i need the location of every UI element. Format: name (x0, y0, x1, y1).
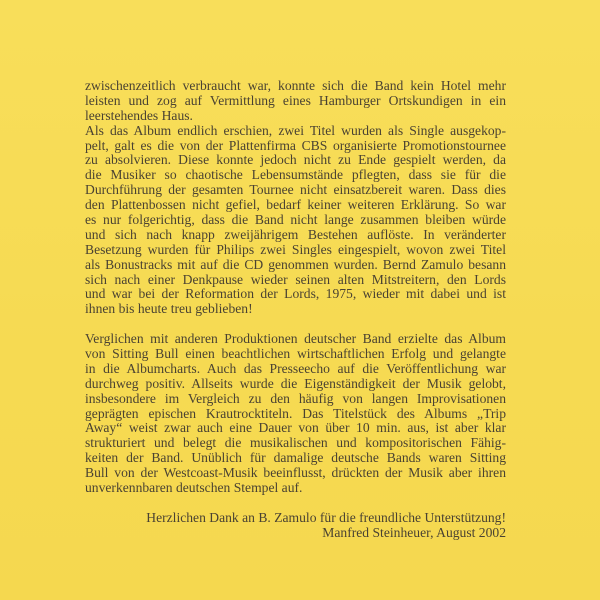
body-text (85, 79, 506, 541)
text-line: Als das Album endlich erschien, zwei Titel wurden als Single ausgekop- (85, 122, 506, 138)
paragraph-gap (85, 317, 506, 332)
text-line: es nur folgerichtig, dass die Band nicht lange zusammen bleiben würde (85, 212, 506, 228)
text-line: ihnen bis heute treu geblieben! (85, 301, 253, 317)
text-line: von Sitting Bull einen beachtlichen wirtschaftlichen Erfolg und gelangte (85, 346, 506, 362)
text-line: in die Albumcharts. Auch das Presseecho auf die Veröffentlichung war (85, 360, 506, 376)
text-line: zwischenzeitlich verbraucht war, konnte sich die Band kein Hotel mehr (85, 78, 506, 93)
closing (85, 511, 506, 541)
paragraph-2 (85, 124, 506, 318)
text-line: Bull von der Westcoast-Musik beeinflusst, drückten der Musik aber ihren (85, 465, 506, 481)
text-line: unverkennbaren deutschen Stempel auf. (85, 480, 303, 496)
text-line: durchweg positiv. Allseits wurde die Eigenständigkeit der Musik gelobt, (85, 375, 506, 391)
text-line: sich nach einer Denkpause wieder seinen alten Mitstreitern, den Lords (85, 271, 506, 287)
text-line: Durchführung der gesamten Tournee nicht einsatzbereit waren. Dass dies (85, 182, 506, 198)
text-line: Verglichen mit anderen Produktionen deutscher Band erzielte das Album (85, 331, 506, 347)
text-line: insbesondere im Vergleich zu den häufig von langen Improvisationen (85, 390, 506, 406)
text-line: den Plattenbossen nicht gefiel, bedarf keiner weiteren Erklärung. So war (85, 197, 506, 213)
text-line: leerstehendes Haus. (85, 107, 193, 123)
text-line: zu absolvieren. Diese konnte jedoch nicht zu Ende gespielt werden, da (85, 152, 506, 168)
text-line: als Bonustracks mit auf die CD genommen wurden. Bernd Zamulo besann (85, 256, 506, 272)
text-line: Besetzung wurden für Philips zwei Singles eingespielt, wovon zwei Titel (85, 241, 506, 257)
thanks-line: Herzlichen Dank an B. Zamulo für die freundliche Unterstützung! (146, 509, 506, 525)
text-line: keiten der Band. Unüblich für damalige deutsche Bands waren Sitting (85, 450, 506, 466)
signature-line: Manfred Steinheuer, August 2002 (322, 524, 506, 540)
paragraph-gap (85, 496, 506, 511)
paragraph-1 (85, 79, 506, 124)
text-line: strukturiert und belegt die musikalischen und kompositorischen Fähig- (85, 435, 506, 451)
text-line: leisten und zog auf Vermittlung eines Hamburger Ortskundigen in ein (85, 92, 506, 108)
text-line: Away“ weist zwar auch eine Dauer von über 10 min. aus, ist aber klar (85, 420, 506, 436)
paragraph-3 (85, 332, 506, 496)
text-line: die Musiker so chaotische Lebensumstände pflegten, dass sie für die (85, 167, 506, 183)
text-line: pelt, galt es die von der Plattenfirma CBS organisierte Promotionstournee (85, 137, 506, 153)
text-line: und war bei der Reformation der Lords, 1975, wieder mit dabei und ist (85, 286, 506, 302)
text-line: und sich nach knapp zweijährigem Bestehen auflöste. In veränderter (85, 226, 506, 242)
text-line: geprägten epischen Krautrocktiteln. Das Titelstück des Albums „Trip (85, 405, 506, 421)
